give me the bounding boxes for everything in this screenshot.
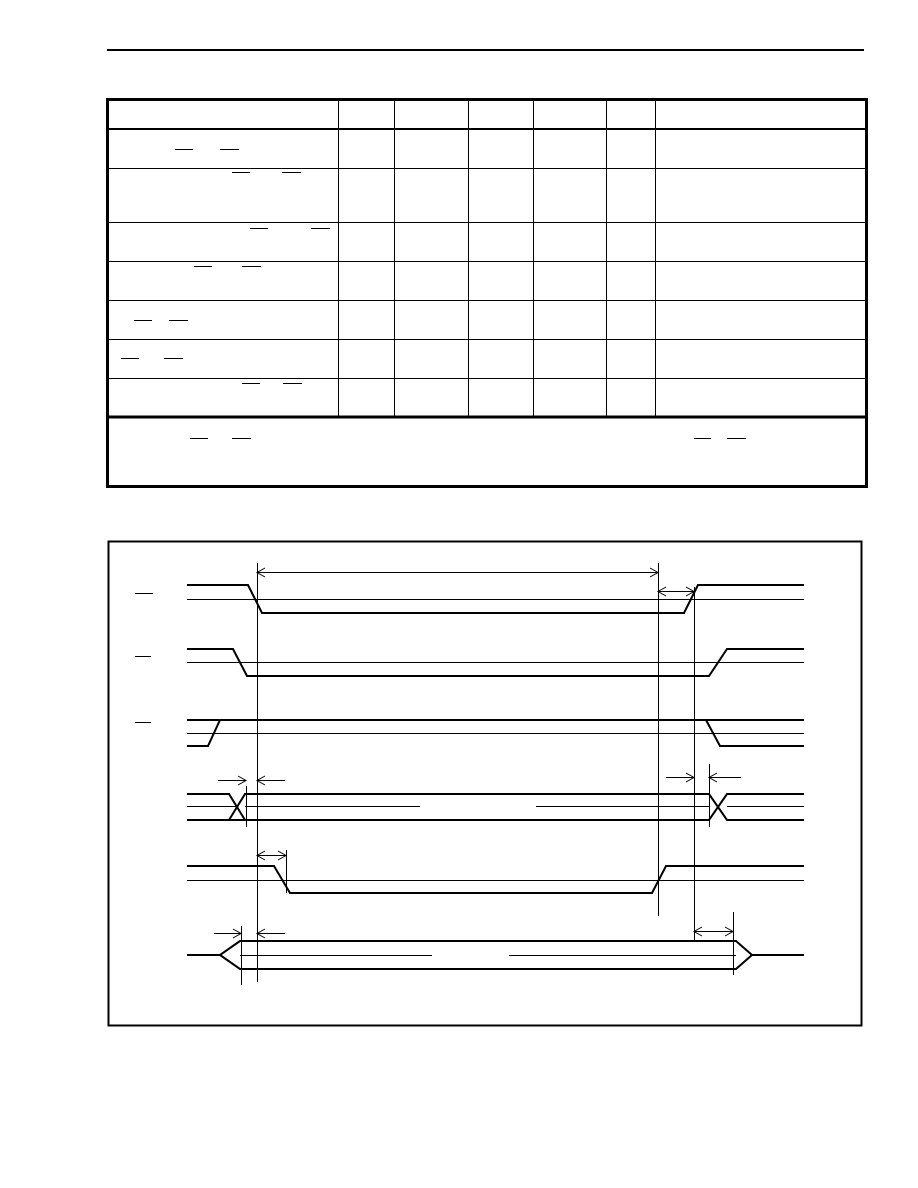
waveform-signal-6 (187, 941, 804, 969)
signal-label-overbars (135, 594, 153, 723)
timing-reference-lines (242, 563, 734, 985)
waveform-signal-4 (187, 794, 804, 820)
timing-arrows (214, 568, 741, 938)
waveform-signal-5 (187, 866, 804, 893)
waveform-signal-2 (187, 649, 804, 676)
waveform-signal-1 (187, 585, 804, 613)
waveform-signal-3 (187, 720, 804, 746)
